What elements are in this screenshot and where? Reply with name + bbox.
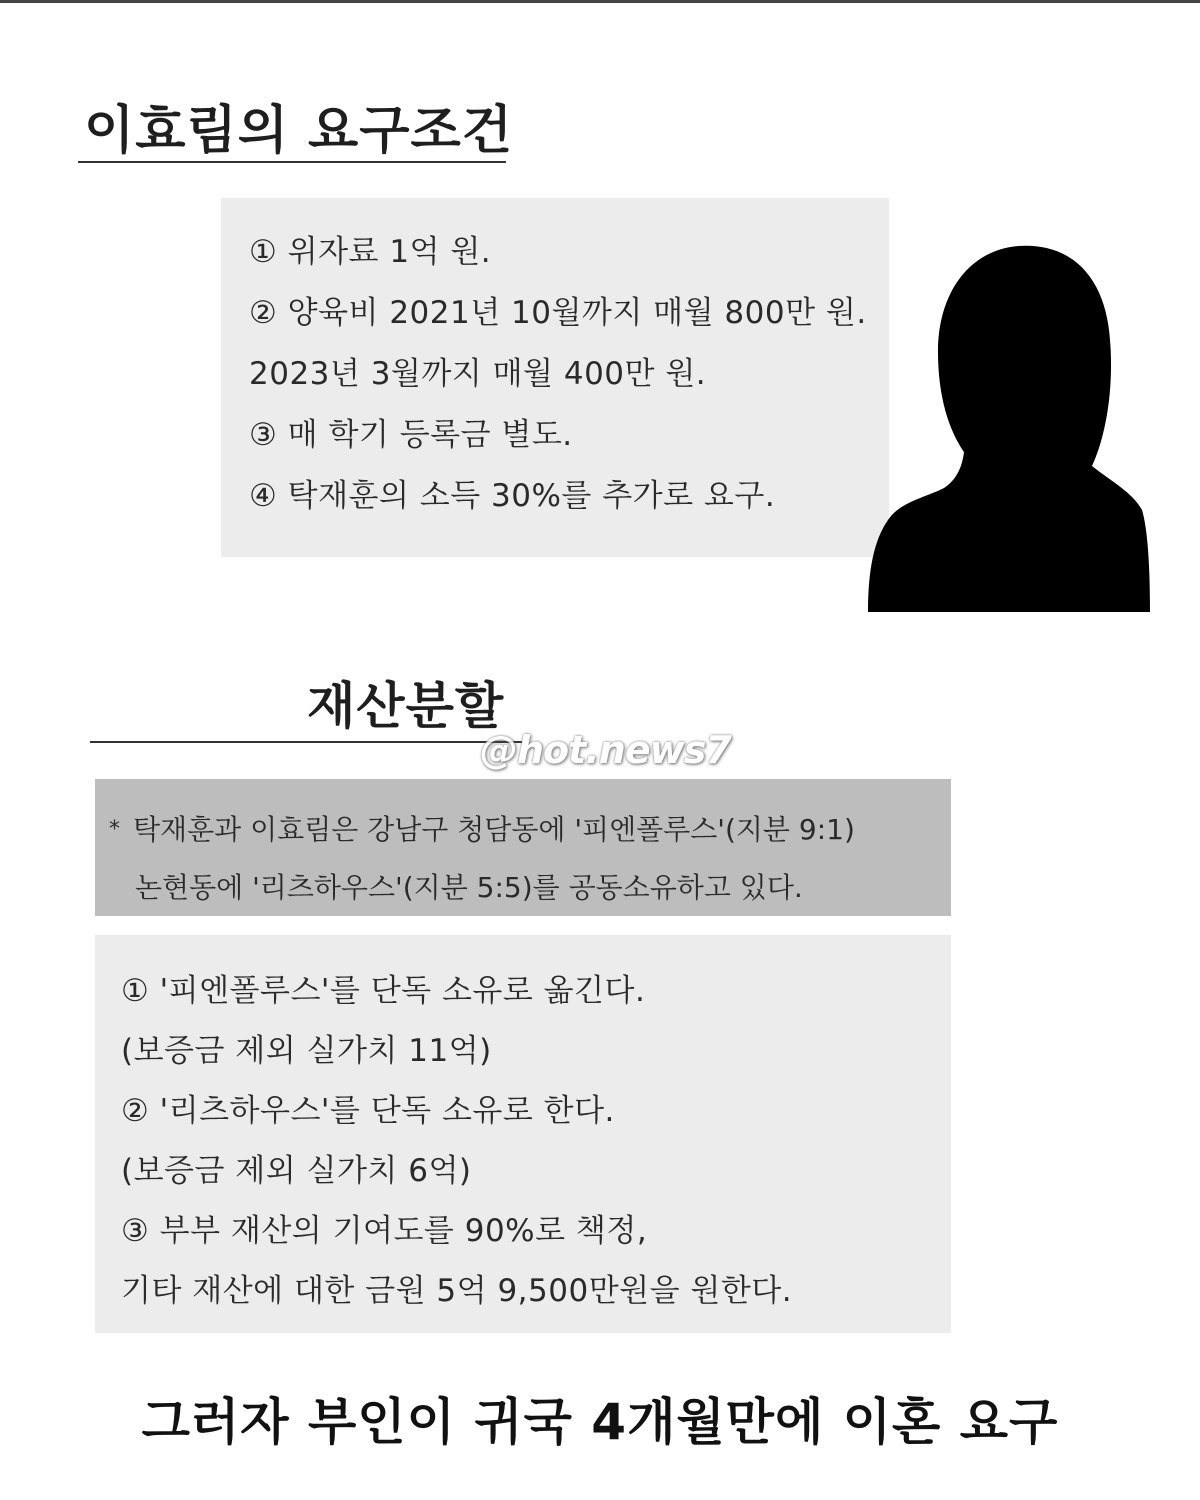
property-division-box: [95, 935, 951, 1333]
requirement-item-2-continued: 2023년 3월까지 매월 400만 원.: [249, 356, 707, 392]
note-line-2: 논현동에 '리츠하우스'(지분 5:5)를 공동소유하고 있다.: [135, 871, 803, 904]
requirements-heading: 이효림의 요구조건: [84, 101, 513, 161]
requirement-item-2: ② 양육비 2021년 10월까지 매월 800만 원.: [249, 295, 867, 331]
requirement-item-4: ④ 탁재훈의 소득 30%를 추가로 요구.: [249, 478, 776, 514]
requirements-heading-underline: [78, 161, 506, 163]
property-division-heading: 재산분할: [307, 677, 505, 735]
requirement-item-1: ① 위자료 1억 원.: [249, 234, 492, 270]
watermark: @hot.news7: [480, 728, 731, 772]
property-division-heading-underline: [90, 741, 522, 743]
division-item-1: ① '피엔폴루스'를 단독 소유로 옮긴다.: [121, 973, 646, 1009]
note-bullet: *: [109, 817, 120, 842]
note-line-1: [109, 801, 951, 859]
note-text-1: 탁재훈과 이효림은 강남구 청담동에 '피엔폴루스'(지분 9:1): [133, 813, 855, 846]
co-ownership-note-box: [95, 779, 951, 916]
division-item-3-continued: 기타 재산에 대한 금원 5억 9,500만원을 원한다.: [121, 1273, 793, 1309]
division-item-2-detail: (보증금 제외 실가치 6억): [121, 1153, 472, 1189]
requirement-item-3: ③ 매 학기 등록금 별도.: [249, 417, 573, 453]
division-item-3: ③ 부부 재산의 기여도를 90%로 책정,: [121, 1213, 648, 1249]
bottom-caption: 그러자 부인이 귀국 4개월만에 이혼 요구: [141, 1393, 1059, 1451]
division-item-1-detail: (보증금 제외 실가치 11억): [121, 1033, 492, 1069]
person-silhouette-icon: [866, 240, 1150, 612]
top-border: [0, 0, 1200, 3]
division-item-2: ② '리츠하우스'를 단독 소유로 한다.: [121, 1093, 615, 1129]
requirements-box: [221, 198, 889, 557]
